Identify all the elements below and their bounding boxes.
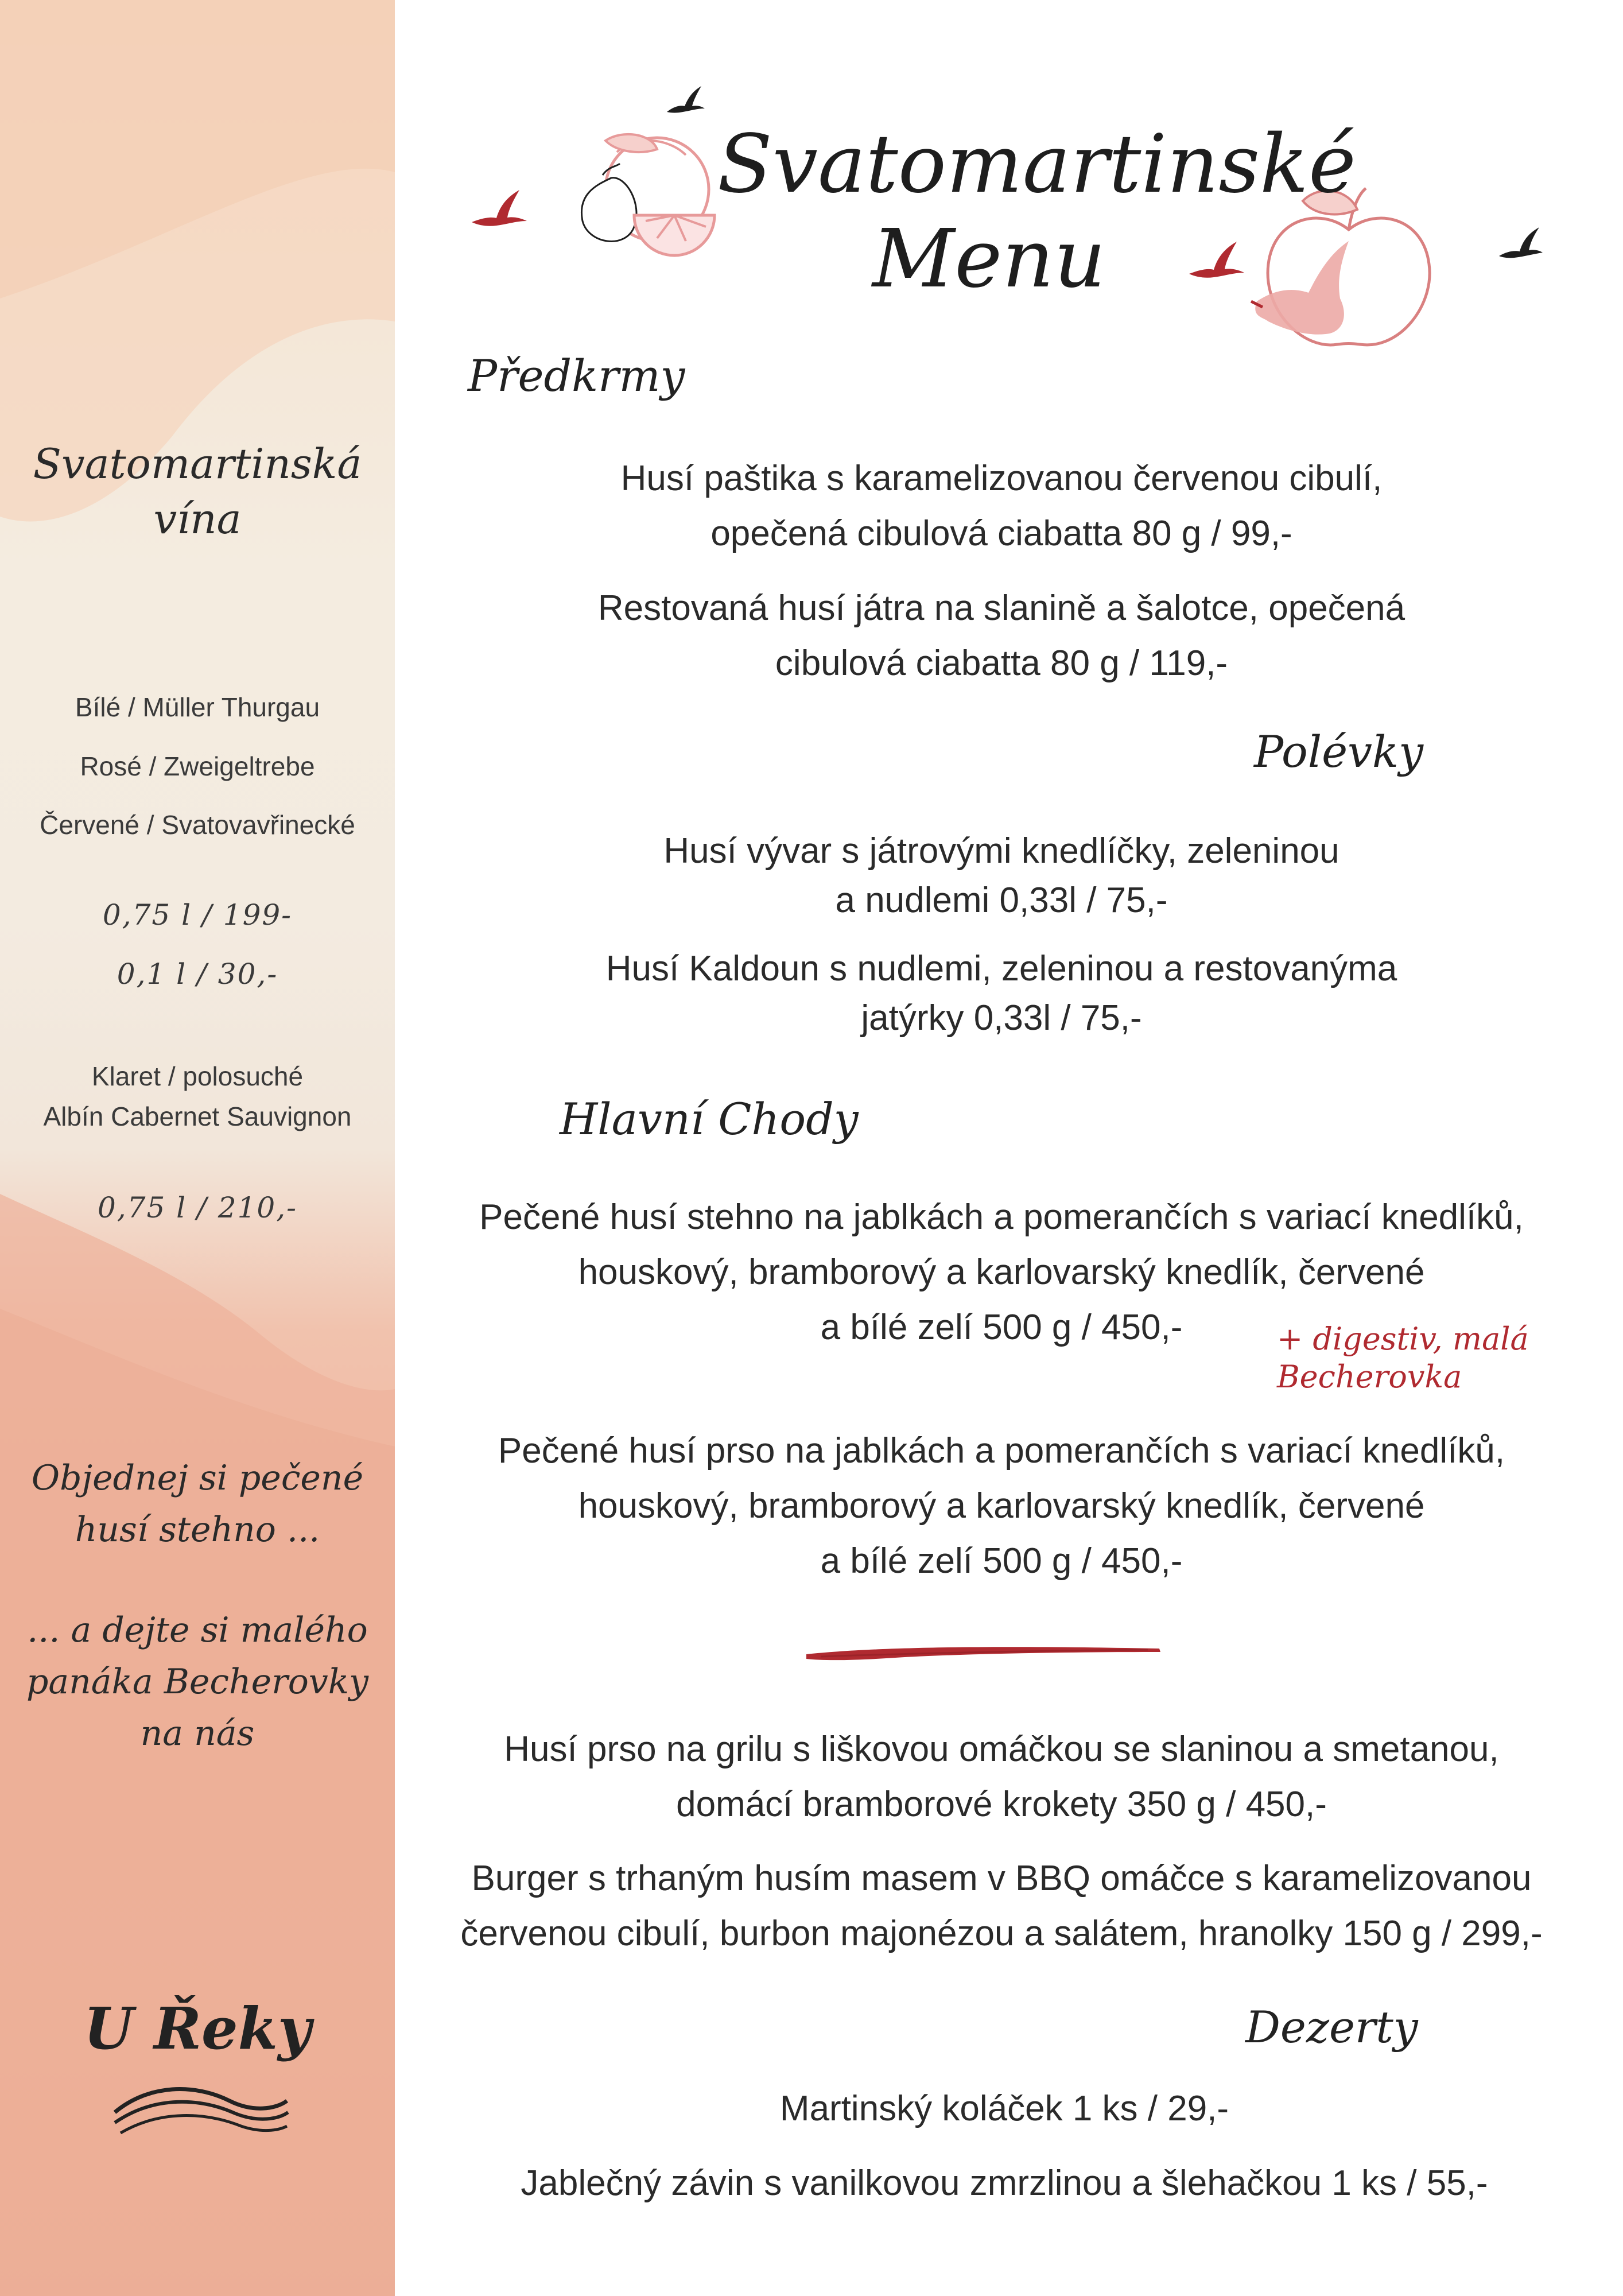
promo-line: husí stehno ... <box>75 1510 320 1550</box>
promo-line: Objednej si pečené <box>31 1458 364 1498</box>
orange-fruit-icon <box>571 129 737 261</box>
menu-item <box>413 1424 1590 1589</box>
watercolor-wash <box>0 0 395 2296</box>
menu-item-line: houskový, bramborový a karlovarský knedlík, červené <box>578 1252 1425 1292</box>
menu-item <box>413 1851 1590 1961</box>
menu-item-line: cibulová ciabatta 80 g / 119,- <box>775 643 1228 683</box>
menu-item-line: Jablečný závin s vanilkovou zmrzlinou a šlehačkou 1 ks / 55,- <box>521 2163 1488 2203</box>
menu-item-line: Husí vývar s játrovými knedlíčky, zeleninou <box>663 831 1339 871</box>
menu-item <box>402 2081 1607 2136</box>
menu-item-line: červenou cibulí, burbon majonézou a salátem, hranolky 150 g / 299,- <box>460 1914 1543 1953</box>
menu-item-line: Burger s trhaným husím masem v BBQ omáčce s karamelizovanou <box>471 1859 1532 1898</box>
special-wine-price: 0,75 l / 210,- <box>97 1191 298 1224</box>
restaurant-logo-text: U Řeky <box>83 1995 312 2062</box>
digestif-note-line: Becherovka <box>1277 1359 1462 1395</box>
wines-heading-line2: vína <box>153 495 242 543</box>
menu-item <box>413 1722 1590 1832</box>
promo-line: ... a dejte si malého <box>27 1610 368 1650</box>
menu-title-line2: Menu <box>872 212 1106 306</box>
bird-icon <box>666 83 706 118</box>
wine-item: Rosé / Zweigeltrebe <box>80 751 315 781</box>
sidebar <box>0 0 395 2296</box>
wave-logo-icon <box>109 2078 293 2141</box>
promo-text <box>0 1452 395 1556</box>
section-title-desserts: Dezerty <box>1245 2002 1418 2053</box>
special-wine-line1: Klaret / polosuché <box>91 1061 304 1091</box>
menu-item-line: Pečené husí prso na jablkách a pomerančích s variací knedlíků, <box>498 1431 1505 1471</box>
menu-item-line: houskový, bramborový a karlovarský knedlík, červené <box>578 1486 1425 1526</box>
promo-line: na nás <box>140 1713 255 1754</box>
menu-item-line: a nudlemi 0,33l / 75,- <box>835 881 1168 920</box>
brush-divider <box>803 1642 1165 1665</box>
wines-heading-line1: Svatomartinská <box>33 440 362 488</box>
section-title-starters: Předkrmy <box>468 350 685 401</box>
promo-text-2 <box>0 1604 395 1759</box>
menu-item <box>402 2156 1607 2211</box>
digestif-note <box>1277 1320 1547 1396</box>
menu-item <box>413 581 1590 691</box>
bird-icon <box>471 187 528 232</box>
section-title-mains: Hlavní Chody <box>560 1093 859 1145</box>
promo-line: panáka Becherovky <box>26 1662 369 1702</box>
wine-item: Bílé / Müller Thurgau <box>75 692 320 722</box>
menu-item-line: jatýrky 0,33l / 75,- <box>861 998 1142 1038</box>
menu-item-line: Husí paštika s karamelizovanou červenou cibulí, <box>620 459 1383 498</box>
section-title-soups: Polévky <box>1254 726 1424 777</box>
wine-price-bottle: 0,75 l / 199- <box>102 898 293 932</box>
wines-heading <box>0 436 395 546</box>
wine-item: Červené / Svatovavřinecké <box>40 810 355 840</box>
menu-item-line: Pečené husí stehno na jablkách a pomerančích s variací knedlíků, <box>479 1197 1524 1237</box>
menu-item <box>413 944 1590 1043</box>
menu-item-line: a bílé zelí 500 g / 450,- <box>820 1541 1183 1581</box>
bird-icon <box>1498 224 1544 264</box>
menu-item-line: Martinský koláček 1 ks / 29,- <box>779 2089 1229 2128</box>
menu-item-line: Husí Kaldoun s nudlemi, zeleninou a restovanýma <box>605 949 1397 988</box>
menu-item <box>413 827 1590 925</box>
menu-item-line: Restovaná husí játra na slanině a šalotce, opečená <box>597 588 1405 628</box>
menu-title-line1: Svatomartinské <box>717 118 1356 211</box>
menu-item <box>413 451 1590 561</box>
digestif-note-line: + digestiv, malá <box>1277 1321 1529 1357</box>
menu-item-line: opečená cibulová ciabatta 80 g / 99,- <box>710 514 1292 553</box>
menu-item-line: Husí prso na grilu s liškovou omáčkou se slaninou a smetanou, <box>504 1729 1499 1769</box>
menu-item-line: a bílé zelí 500 g / 450,- <box>820 1308 1183 1347</box>
menu-item-line: domácí bramborové krokety 350 g / 450,- <box>676 1785 1327 1824</box>
special-wine-line2: Albín Cabernet Sauvignon <box>43 1102 352 1131</box>
wine-price-glass: 0,1 l / 30,- <box>117 957 278 991</box>
